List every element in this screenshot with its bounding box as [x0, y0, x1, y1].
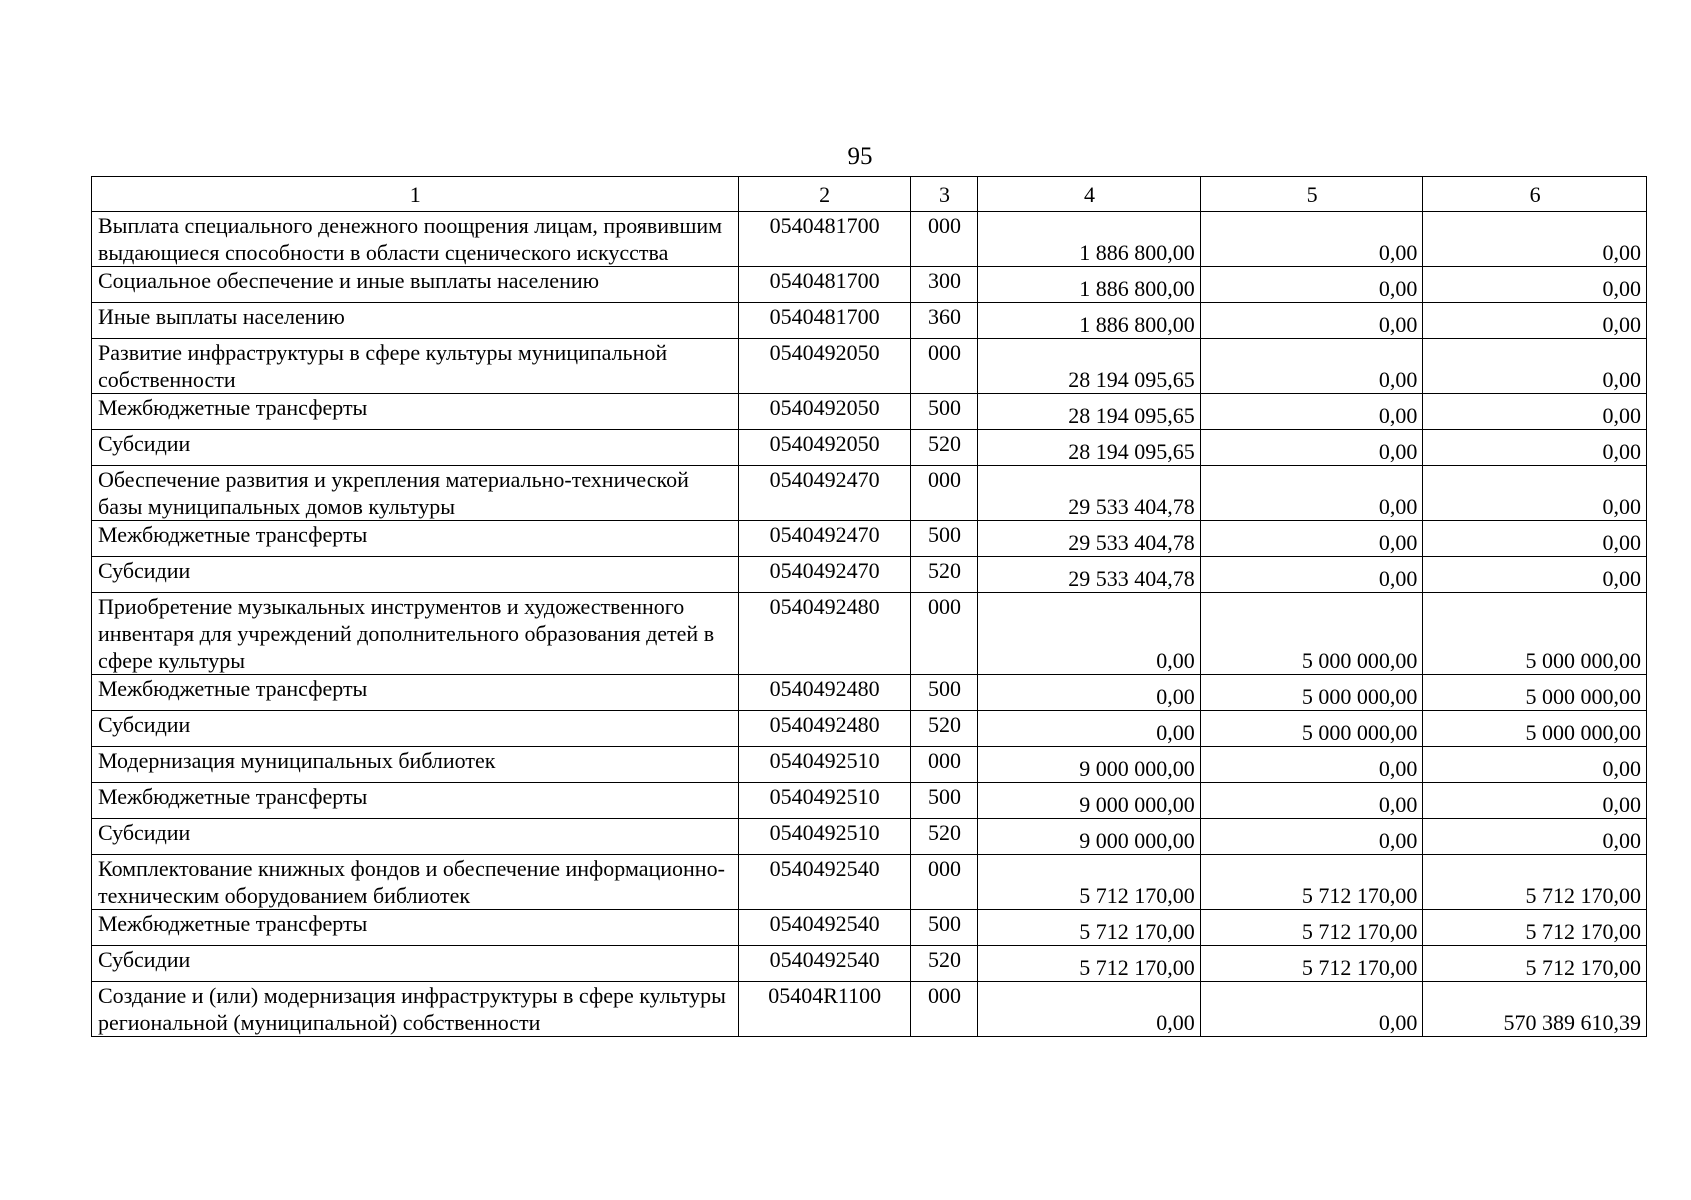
row-amount-col4: 0,00	[978, 982, 1201, 1037]
row-expense-type: 500	[910, 521, 977, 557]
row-amount-col5: 0,00	[1200, 819, 1423, 855]
row-name: Комплектование книжных фондов и обеспечение информационно-техническим оборудованием библиотек	[92, 855, 739, 910]
row-amount-col6: 0,00	[1423, 557, 1647, 593]
row-code: 0540481700	[738, 212, 910, 267]
row-code: 0540492540	[738, 855, 910, 910]
row-amount-col6: 5 000 000,00	[1423, 675, 1647, 711]
row-name: Межбюджетные трансферты	[92, 521, 739, 557]
row-expense-type: 500	[910, 394, 977, 430]
row-name: Субсидии	[92, 557, 739, 593]
row-expense-type: 520	[910, 711, 977, 747]
row-code: 0540492510	[738, 747, 910, 783]
row-amount-col6: 5 712 170,00	[1423, 910, 1647, 946]
row-amount-col4: 1 886 800,00	[978, 212, 1201, 267]
row-code: 0540492480	[738, 711, 910, 747]
column-header-5: 5	[1200, 177, 1423, 212]
table-row	[92, 675, 1647, 711]
column-header-1: 1	[92, 177, 739, 212]
row-code: 0540481700	[738, 303, 910, 339]
table-row	[92, 466, 1647, 521]
row-expense-type: 520	[910, 819, 977, 855]
row-amount-col4: 0,00	[978, 711, 1201, 747]
row-amount-col5: 5 712 170,00	[1200, 910, 1423, 946]
row-amount-col5: 0,00	[1200, 212, 1423, 267]
table-row	[92, 982, 1647, 1037]
row-amount-col6: 0,00	[1423, 819, 1647, 855]
row-name: Создание и (или) модернизация инфраструктуры в сфере культуры региональной (муниципальной) собственности	[92, 982, 739, 1037]
row-amount-col6: 0,00	[1423, 212, 1647, 267]
row-amount-col4: 9 000 000,00	[978, 783, 1201, 819]
row-code: 0540492480	[738, 675, 910, 711]
row-code: 05404R1100	[738, 982, 910, 1037]
row-code: 0540492510	[738, 819, 910, 855]
row-amount-col6: 0,00	[1423, 394, 1647, 430]
row-expense-type: 000	[910, 982, 977, 1037]
row-code: 0540492470	[738, 557, 910, 593]
row-amount-col5: 0,00	[1200, 557, 1423, 593]
table-row	[92, 394, 1647, 430]
row-amount-col6: 0,00	[1423, 303, 1647, 339]
row-expense-type: 500	[910, 910, 977, 946]
table-row	[92, 819, 1647, 855]
table-row	[92, 339, 1647, 394]
row-expense-type: 500	[910, 675, 977, 711]
row-amount-col4: 5 712 170,00	[978, 946, 1201, 982]
row-amount-col6: 5 712 170,00	[1423, 946, 1647, 982]
row-amount-col6: 0,00	[1423, 783, 1647, 819]
row-name: Социальное обеспечение и иные выплаты населению	[92, 267, 739, 303]
row-expense-type: 520	[910, 430, 977, 466]
row-amount-col4: 28 194 095,65	[978, 430, 1201, 466]
table-row	[92, 303, 1647, 339]
row-expense-type: 000	[910, 466, 977, 521]
row-code: 0540492470	[738, 466, 910, 521]
row-name: Субсидии	[92, 946, 739, 982]
table-row	[92, 946, 1647, 982]
row-amount-col5: 0,00	[1200, 521, 1423, 557]
row-amount-col4: 5 712 170,00	[978, 855, 1201, 910]
row-amount-col6: 0,00	[1423, 466, 1647, 521]
row-amount-col4: 29 533 404,78	[978, 557, 1201, 593]
column-header-2: 2	[738, 177, 910, 212]
row-expense-type: 500	[910, 783, 977, 819]
row-amount-col5: 5 712 170,00	[1200, 946, 1423, 982]
row-amount-col4: 29 533 404,78	[978, 521, 1201, 557]
row-expense-type: 520	[910, 557, 977, 593]
column-header-6: 6	[1423, 177, 1647, 212]
table-row	[92, 521, 1647, 557]
row-expense-type: 000	[910, 212, 977, 267]
row-expense-type: 360	[910, 303, 977, 339]
row-expense-type: 000	[910, 593, 977, 675]
row-amount-col5: 0,00	[1200, 430, 1423, 466]
table-body	[92, 212, 1647, 1037]
row-amount-col4: 28 194 095,65	[978, 394, 1201, 430]
row-code: 0540492510	[738, 783, 910, 819]
row-code: 0540492540	[738, 946, 910, 982]
row-amount-col5: 0,00	[1200, 982, 1423, 1037]
row-amount-col6: 0,00	[1423, 267, 1647, 303]
row-expense-type: 000	[910, 747, 977, 783]
table-header	[92, 177, 1647, 212]
row-amount-col6: 5 000 000,00	[1423, 593, 1647, 675]
row-name: Субсидии	[92, 430, 739, 466]
row-amount-col6: 0,00	[1423, 339, 1647, 394]
row-amount-col6: 5 712 170,00	[1423, 855, 1647, 910]
row-name: Выплата специального денежного поощрения лицам, проявившим выдающиеся способности в области сценического искусства	[92, 212, 739, 267]
table-row	[92, 747, 1647, 783]
row-name: Развитие инфраструктуры в сфере культуры муниципальной собственности	[92, 339, 739, 394]
row-code: 0540492050	[738, 430, 910, 466]
row-amount-col6: 0,00	[1423, 430, 1647, 466]
row-amount-col5: 5 000 000,00	[1200, 675, 1423, 711]
row-amount-col6: 570 389 610,39	[1423, 982, 1647, 1037]
row-amount-col5: 0,00	[1200, 747, 1423, 783]
row-name: Субсидии	[92, 711, 739, 747]
row-amount-col6: 5 000 000,00	[1423, 711, 1647, 747]
row-code: 0540492540	[738, 910, 910, 946]
row-name: Межбюджетные трансферты	[92, 394, 739, 430]
row-code: 0540492470	[738, 521, 910, 557]
column-header-3: 3	[910, 177, 977, 212]
row-amount-col4: 5 712 170,00	[978, 910, 1201, 946]
row-amount-col5: 0,00	[1200, 303, 1423, 339]
row-expense-type: 000	[910, 339, 977, 394]
row-amount-col4: 1 886 800,00	[978, 303, 1201, 339]
row-code: 0540492050	[738, 394, 910, 430]
row-amount-col6: 0,00	[1423, 747, 1647, 783]
budget-table	[91, 176, 1647, 1037]
row-amount-col5: 5 000 000,00	[1200, 593, 1423, 675]
table-row	[92, 783, 1647, 819]
row-amount-col5: 0,00	[1200, 339, 1423, 394]
row-amount-col4: 0,00	[978, 675, 1201, 711]
table-row	[92, 212, 1647, 267]
row-amount-col4: 0,00	[978, 593, 1201, 675]
row-expense-type: 520	[910, 946, 977, 982]
table-row	[92, 430, 1647, 466]
row-amount-col4: 9 000 000,00	[978, 819, 1201, 855]
row-code: 0540481700	[738, 267, 910, 303]
row-name: Межбюджетные трансферты	[92, 910, 739, 946]
row-expense-type: 300	[910, 267, 977, 303]
row-amount-col4: 9 000 000,00	[978, 747, 1201, 783]
row-amount-col4: 28 194 095,65	[978, 339, 1201, 394]
row-amount-col5: 0,00	[1200, 394, 1423, 430]
row-name: Приобретение музыкальных инструментов и художественного инвентаря для учреждений дополнительного образования детей в сфере культуры	[92, 593, 739, 675]
row-amount-col5: 5 000 000,00	[1200, 711, 1423, 747]
table-row	[92, 711, 1647, 747]
row-amount-col4: 29 533 404,78	[978, 466, 1201, 521]
row-name: Иные выплаты населению	[92, 303, 739, 339]
row-code: 0540492480	[738, 593, 910, 675]
row-name: Межбюджетные трансферты	[92, 675, 739, 711]
row-amount-col5: 5 712 170,00	[1200, 855, 1423, 910]
row-code: 0540492050	[738, 339, 910, 394]
row-name: Субсидии	[92, 819, 739, 855]
row-amount-col4: 1 886 800,00	[978, 267, 1201, 303]
row-name: Модернизация муниципальных библиотек	[92, 747, 739, 783]
row-amount-col5: 0,00	[1200, 783, 1423, 819]
table-row	[92, 910, 1647, 946]
table-row	[92, 557, 1647, 593]
row-amount-col5: 0,00	[1200, 466, 1423, 521]
row-name: Межбюджетные трансферты	[92, 783, 739, 819]
row-expense-type: 000	[910, 855, 977, 910]
table-row	[92, 593, 1647, 675]
row-amount-col6: 0,00	[1423, 521, 1647, 557]
row-amount-col5: 0,00	[1200, 267, 1423, 303]
row-name: Обеспечение развития и укрепления материально-технической базы муниципальных домов культуры	[92, 466, 739, 521]
table-row	[92, 267, 1647, 303]
column-header-4: 4	[978, 177, 1201, 212]
table-row	[92, 855, 1647, 910]
page-number: 95	[847, 143, 873, 170]
